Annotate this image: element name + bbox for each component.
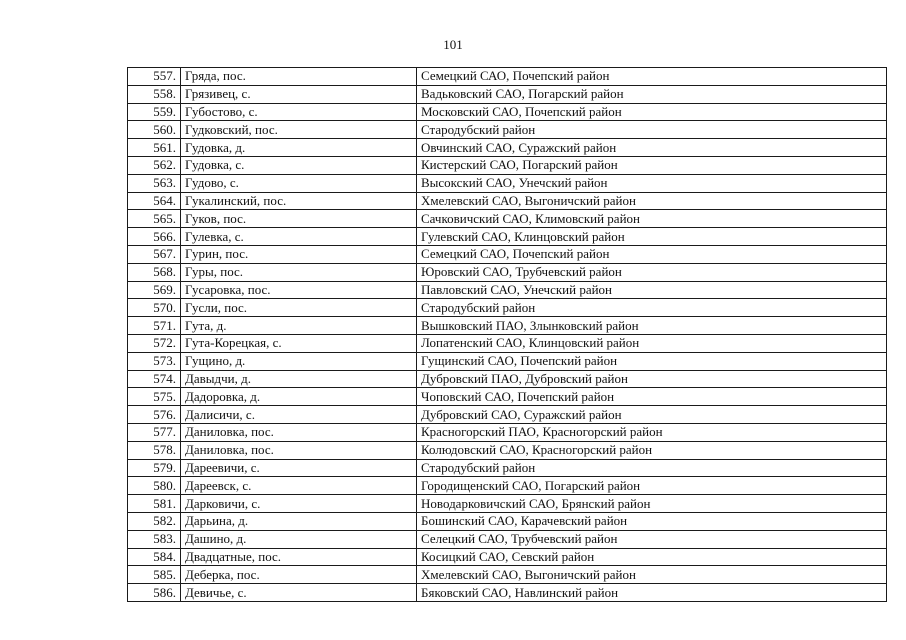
row-number: 574.: [128, 370, 181, 388]
settlement-name: Гулевка, с.: [181, 228, 417, 246]
settlement-name: Гукалинский, пос.: [181, 192, 417, 210]
row-number: 571.: [128, 317, 181, 335]
table-row: [128, 299, 887, 317]
table-row: [128, 548, 887, 566]
settlement-name: Гусли, пос.: [181, 299, 417, 317]
row-number: 576.: [128, 406, 181, 424]
table-row: [128, 477, 887, 495]
table-row: [128, 530, 887, 548]
settlement-name: Дарковичи, с.: [181, 495, 417, 513]
settlement-region: Семецкий САО, Почепский район: [417, 68, 887, 86]
settlement-region: Сачковичский САО, Климовский район: [417, 210, 887, 228]
page-number: 101: [443, 37, 463, 52]
row-number: 573.: [128, 352, 181, 370]
table-row: [128, 352, 887, 370]
row-number: 560.: [128, 121, 181, 139]
row-number: 577.: [128, 423, 181, 441]
row-number: 570.: [128, 299, 181, 317]
settlement-region: Хмелевский САО, Выгоничский район: [417, 566, 887, 584]
settlement-name: Девичье, с.: [181, 584, 417, 602]
settlement-region: Лопатенский САО, Клинцовский район: [417, 334, 887, 352]
table-row: [128, 584, 887, 602]
settlement-region: Хмелевский САО, Выгоничский район: [417, 192, 887, 210]
settlement-name: Гудовка, д.: [181, 139, 417, 157]
settlement-name: Грязивец, с.: [181, 85, 417, 103]
settlement-name: Гурин, пос.: [181, 245, 417, 263]
settlement-name: Дареевск, с.: [181, 477, 417, 495]
settlement-name: Двадцатные, пос.: [181, 548, 417, 566]
settlement-name: Губостово, с.: [181, 103, 417, 121]
row-number: 579.: [128, 459, 181, 477]
row-number: 567.: [128, 245, 181, 263]
table-row: [128, 512, 887, 530]
settlement-region: Стародубский район: [417, 459, 887, 477]
row-number: 558.: [128, 85, 181, 103]
table-row: [128, 441, 887, 459]
settlement-region: Гущинский САО, Почепский район: [417, 352, 887, 370]
table-row: [128, 334, 887, 352]
row-number: 581.: [128, 495, 181, 513]
row-number: 569.: [128, 281, 181, 299]
settlement-region: Селецкий САО, Трубчевский район: [417, 530, 887, 548]
row-number: 562.: [128, 156, 181, 174]
settlement-region: Семецкий САО, Почепский район: [417, 245, 887, 263]
settlements-table: [127, 67, 887, 602]
row-number: 586.: [128, 584, 181, 602]
settlement-region: Бошинский САО, Карачевский район: [417, 512, 887, 530]
settlement-name: Гуков, пос.: [181, 210, 417, 228]
settlement-region: Дубровский ПАО, Дубровский район: [417, 370, 887, 388]
row-number: 572.: [128, 334, 181, 352]
settlement-region: Кистерский САО, Погарский район: [417, 156, 887, 174]
table-row: [128, 192, 887, 210]
table-row: [128, 103, 887, 121]
table-row: [128, 139, 887, 157]
row-number: 557.: [128, 68, 181, 86]
table-row: [128, 370, 887, 388]
table-row: [128, 210, 887, 228]
settlement-region: Стародубский район: [417, 299, 887, 317]
row-number: 565.: [128, 210, 181, 228]
settlement-region: Вадьковский САО, Погарский район: [417, 85, 887, 103]
table-row: [128, 423, 887, 441]
row-number: 561.: [128, 139, 181, 157]
settlement-region: Чоповский САО, Почепский район: [417, 388, 887, 406]
row-number: 564.: [128, 192, 181, 210]
table-row: [128, 317, 887, 335]
settlement-name: Гусаровка, пос.: [181, 281, 417, 299]
table-row: [128, 85, 887, 103]
table-row: [128, 121, 887, 139]
settlement-name: Дадоровка, д.: [181, 388, 417, 406]
settlement-name: Гудковский, пос.: [181, 121, 417, 139]
table-body: [128, 68, 887, 602]
settlement-name: Дарьина, д.: [181, 512, 417, 530]
row-number: 582.: [128, 512, 181, 530]
table-row: [128, 156, 887, 174]
settlement-name: Гуры, пос.: [181, 263, 417, 281]
settlement-name: Давыдчи, д.: [181, 370, 417, 388]
settlement-region: Новодарковичский САО, Брянский район: [417, 495, 887, 513]
settlement-name: Гряда, пос.: [181, 68, 417, 86]
table-row: [128, 566, 887, 584]
table-row: [128, 228, 887, 246]
table-row: [128, 263, 887, 281]
row-number: 566.: [128, 228, 181, 246]
settlement-name: Дашино, д.: [181, 530, 417, 548]
row-number: 585.: [128, 566, 181, 584]
row-number: 583.: [128, 530, 181, 548]
settlement-name: Деберка, пос.: [181, 566, 417, 584]
settlement-region: Бяковский САО, Навлинский район: [417, 584, 887, 602]
row-number: 568.: [128, 263, 181, 281]
settlement-region: Московский САО, Почепский район: [417, 103, 887, 121]
table-row: [128, 459, 887, 477]
table-row: [128, 245, 887, 263]
row-number: 575.: [128, 388, 181, 406]
settlement-region: Павловский САО, Унечский район: [417, 281, 887, 299]
row-number: 563.: [128, 174, 181, 192]
settlement-region: Гулевский САО, Клинцовский район: [417, 228, 887, 246]
row-number: 578.: [128, 441, 181, 459]
table-row: [128, 174, 887, 192]
row-number: 559.: [128, 103, 181, 121]
settlement-region: Косицкий САО, Севский район: [417, 548, 887, 566]
settlement-name: Гудово, с.: [181, 174, 417, 192]
table-row: [128, 281, 887, 299]
settlement-name: Гута-Корецкая, с.: [181, 334, 417, 352]
settlement-region: Вышковский ПАО, Злынковский район: [417, 317, 887, 335]
settlement-region: Городищенский САО, Погарский район: [417, 477, 887, 495]
table-row: [128, 68, 887, 86]
table-row: [128, 388, 887, 406]
table-row: [128, 406, 887, 424]
settlement-region: Красногорский ПАО, Красногорский район: [417, 423, 887, 441]
settlement-name: Далисичи, с.: [181, 406, 417, 424]
table-row: [128, 495, 887, 513]
settlement-region: Высокский САО, Унечский район: [417, 174, 887, 192]
row-number: 584.: [128, 548, 181, 566]
settlement-region: Юровский САО, Трубчевский район: [417, 263, 887, 281]
settlement-region: Овчинский САО, Суражский район: [417, 139, 887, 157]
settlement-name: Даниловка, пос.: [181, 441, 417, 459]
settlement-name: Даниловка, пос.: [181, 423, 417, 441]
settlement-name: Гута, д.: [181, 317, 417, 335]
settlement-name: Гудовка, с.: [181, 156, 417, 174]
settlement-name: Дареевичи, с.: [181, 459, 417, 477]
settlement-name: Гущино, д.: [181, 352, 417, 370]
settlement-region: Дубровский САО, Суражский район: [417, 406, 887, 424]
row-number: 580.: [128, 477, 181, 495]
settlement-region: Колюдовский САО, Красногорский район: [417, 441, 887, 459]
settlement-region: Стародубский район: [417, 121, 887, 139]
